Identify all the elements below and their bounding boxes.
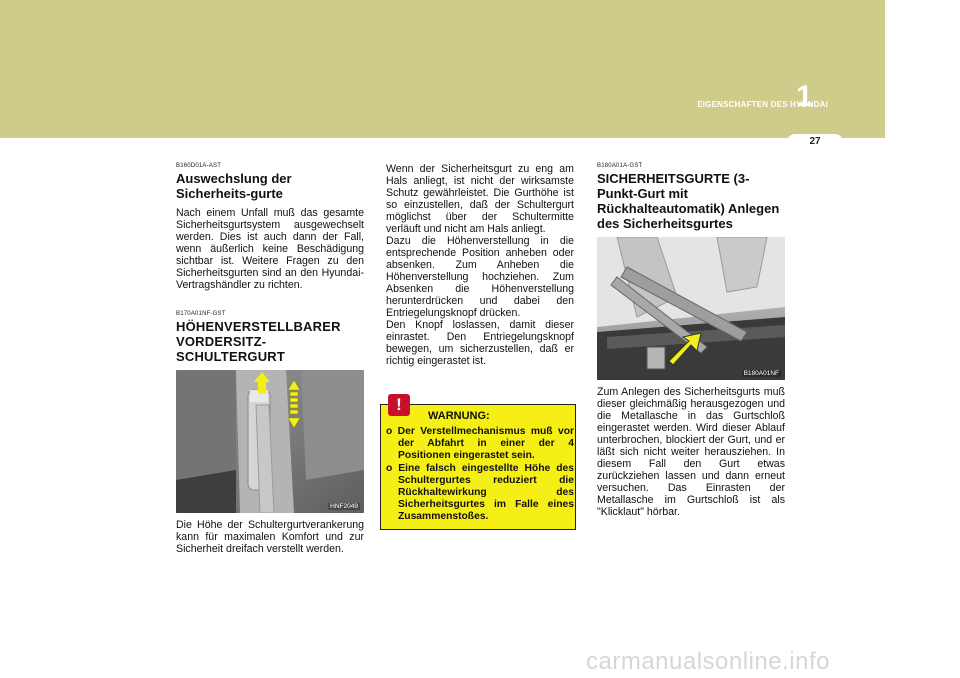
- header-band: [0, 0, 885, 138]
- fasten-seatbelt-photo: [597, 237, 785, 380]
- right-column: [597, 163, 785, 524]
- warning-item: o Eine falsch eingestellte Höhe des Schultergurtes reduziert die Rückhaltewirkung des Sicherheitsgurtes im Falle eines Zusammenstoßes.: [386, 463, 574, 522]
- section-heading: SICHERHEITSGURTE (3-Punkt-Gurt mit Rückhalteautomatik) Anlegen des Sicherheitsgurtes: [597, 171, 780, 231]
- watermark: carmanualsonline.info: [586, 648, 830, 675]
- paragraph: Wenn der Sicherheitsgurt zu eng am Hals anliegt, ist nicht der wirksamste Schutz gewährleistet. Die Gurthöhe ist so einzustellen, daß der Schultergurt möglichst über der Schultermitte verläuft und nicht am Hals anliegt.: [386, 163, 574, 235]
- section-heading: Auswechslung der Sicherheits-gurte: [176, 171, 292, 201]
- section-title: EIGENSCHAFTEN DES HYUNDAI: [697, 100, 828, 109]
- section-heading: HÖHENVERSTELLBARER VORDERSITZ-SCHULTERGURT: [176, 319, 341, 364]
- seatbelt-pillar-illustration: [176, 370, 364, 513]
- warning-title: WARNUNG:: [428, 410, 490, 422]
- left-column: [176, 163, 364, 561]
- paragraph: Den Knopf loslassen, damit dieser einrastet. Den Entriegelungsknopf bewegen, um sicherzustellen, daß er richtig eingerastet ist.: [386, 319, 574, 367]
- image-code: HNF2049: [330, 503, 358, 510]
- section-code: B170A01NF-GST: [176, 311, 226, 317]
- image-code: B180A01NF: [743, 370, 779, 377]
- warning-item: o Der Verstellmechanismus muß vor der Abfahrt in einer der 4 Positionen eingerastet sein.: [386, 426, 574, 461]
- seatbelt-height-adjuster-photo: [176, 370, 364, 513]
- paragraph: Die Höhe der Schultergurtverankerung kann für maximalen Komfort und zur Sicherheit dreifach verstellt werden.: [176, 519, 364, 555]
- paragraph: Dazu die Höhenverstellung in die entsprechende Position anheben oder absenken. Zum Anheben die Höhenverstellung hochziehen. Zum Absenken die Höhenverstellung herunterdrücken und dabei den Entriegelungsknopf drücken.: [386, 235, 574, 319]
- warning-list: [386, 426, 574, 524]
- paragraph: Zum Anlegen des Sicherheitsgurts muß dieser gleichmäßig herausgezogen und die Metallasche in das Gurtschloß eingerastet werden. Wird dieser Ablauf unterbrochen, blockiert der Gurt, und er läßt sich nicht weiter herausziehen. In diesem Fall den Gurt etwas zurückziehen lassen und dann erneut versuchen. Das Einrasten der Metallasche im Gurtschloß ist als "Klicklaut" hörbar.: [597, 386, 785, 518]
- chapter-number: 1: [796, 80, 813, 113]
- warning-icon: !: [388, 394, 410, 416]
- page-number: 27: [809, 136, 821, 147]
- seatbelt-buckle-illustration: [597, 237, 785, 380]
- section-code: B180A01A-GST: [597, 163, 643, 169]
- middle-column: [386, 163, 574, 367]
- paragraph: Nach einem Unfall muß das gesamte Sicherheitsgurtsystem ausgewechselt werden. Dies ist auch dann der Fall, wenn äußerlich keine Beschädigung sichtbar ist. Weitere Fragen zu den Sicherheitsgurten sind an den Hyundai-Vertragshändler zu richten.: [176, 207, 364, 291]
- section-code: B160D01A-AST: [176, 163, 222, 169]
